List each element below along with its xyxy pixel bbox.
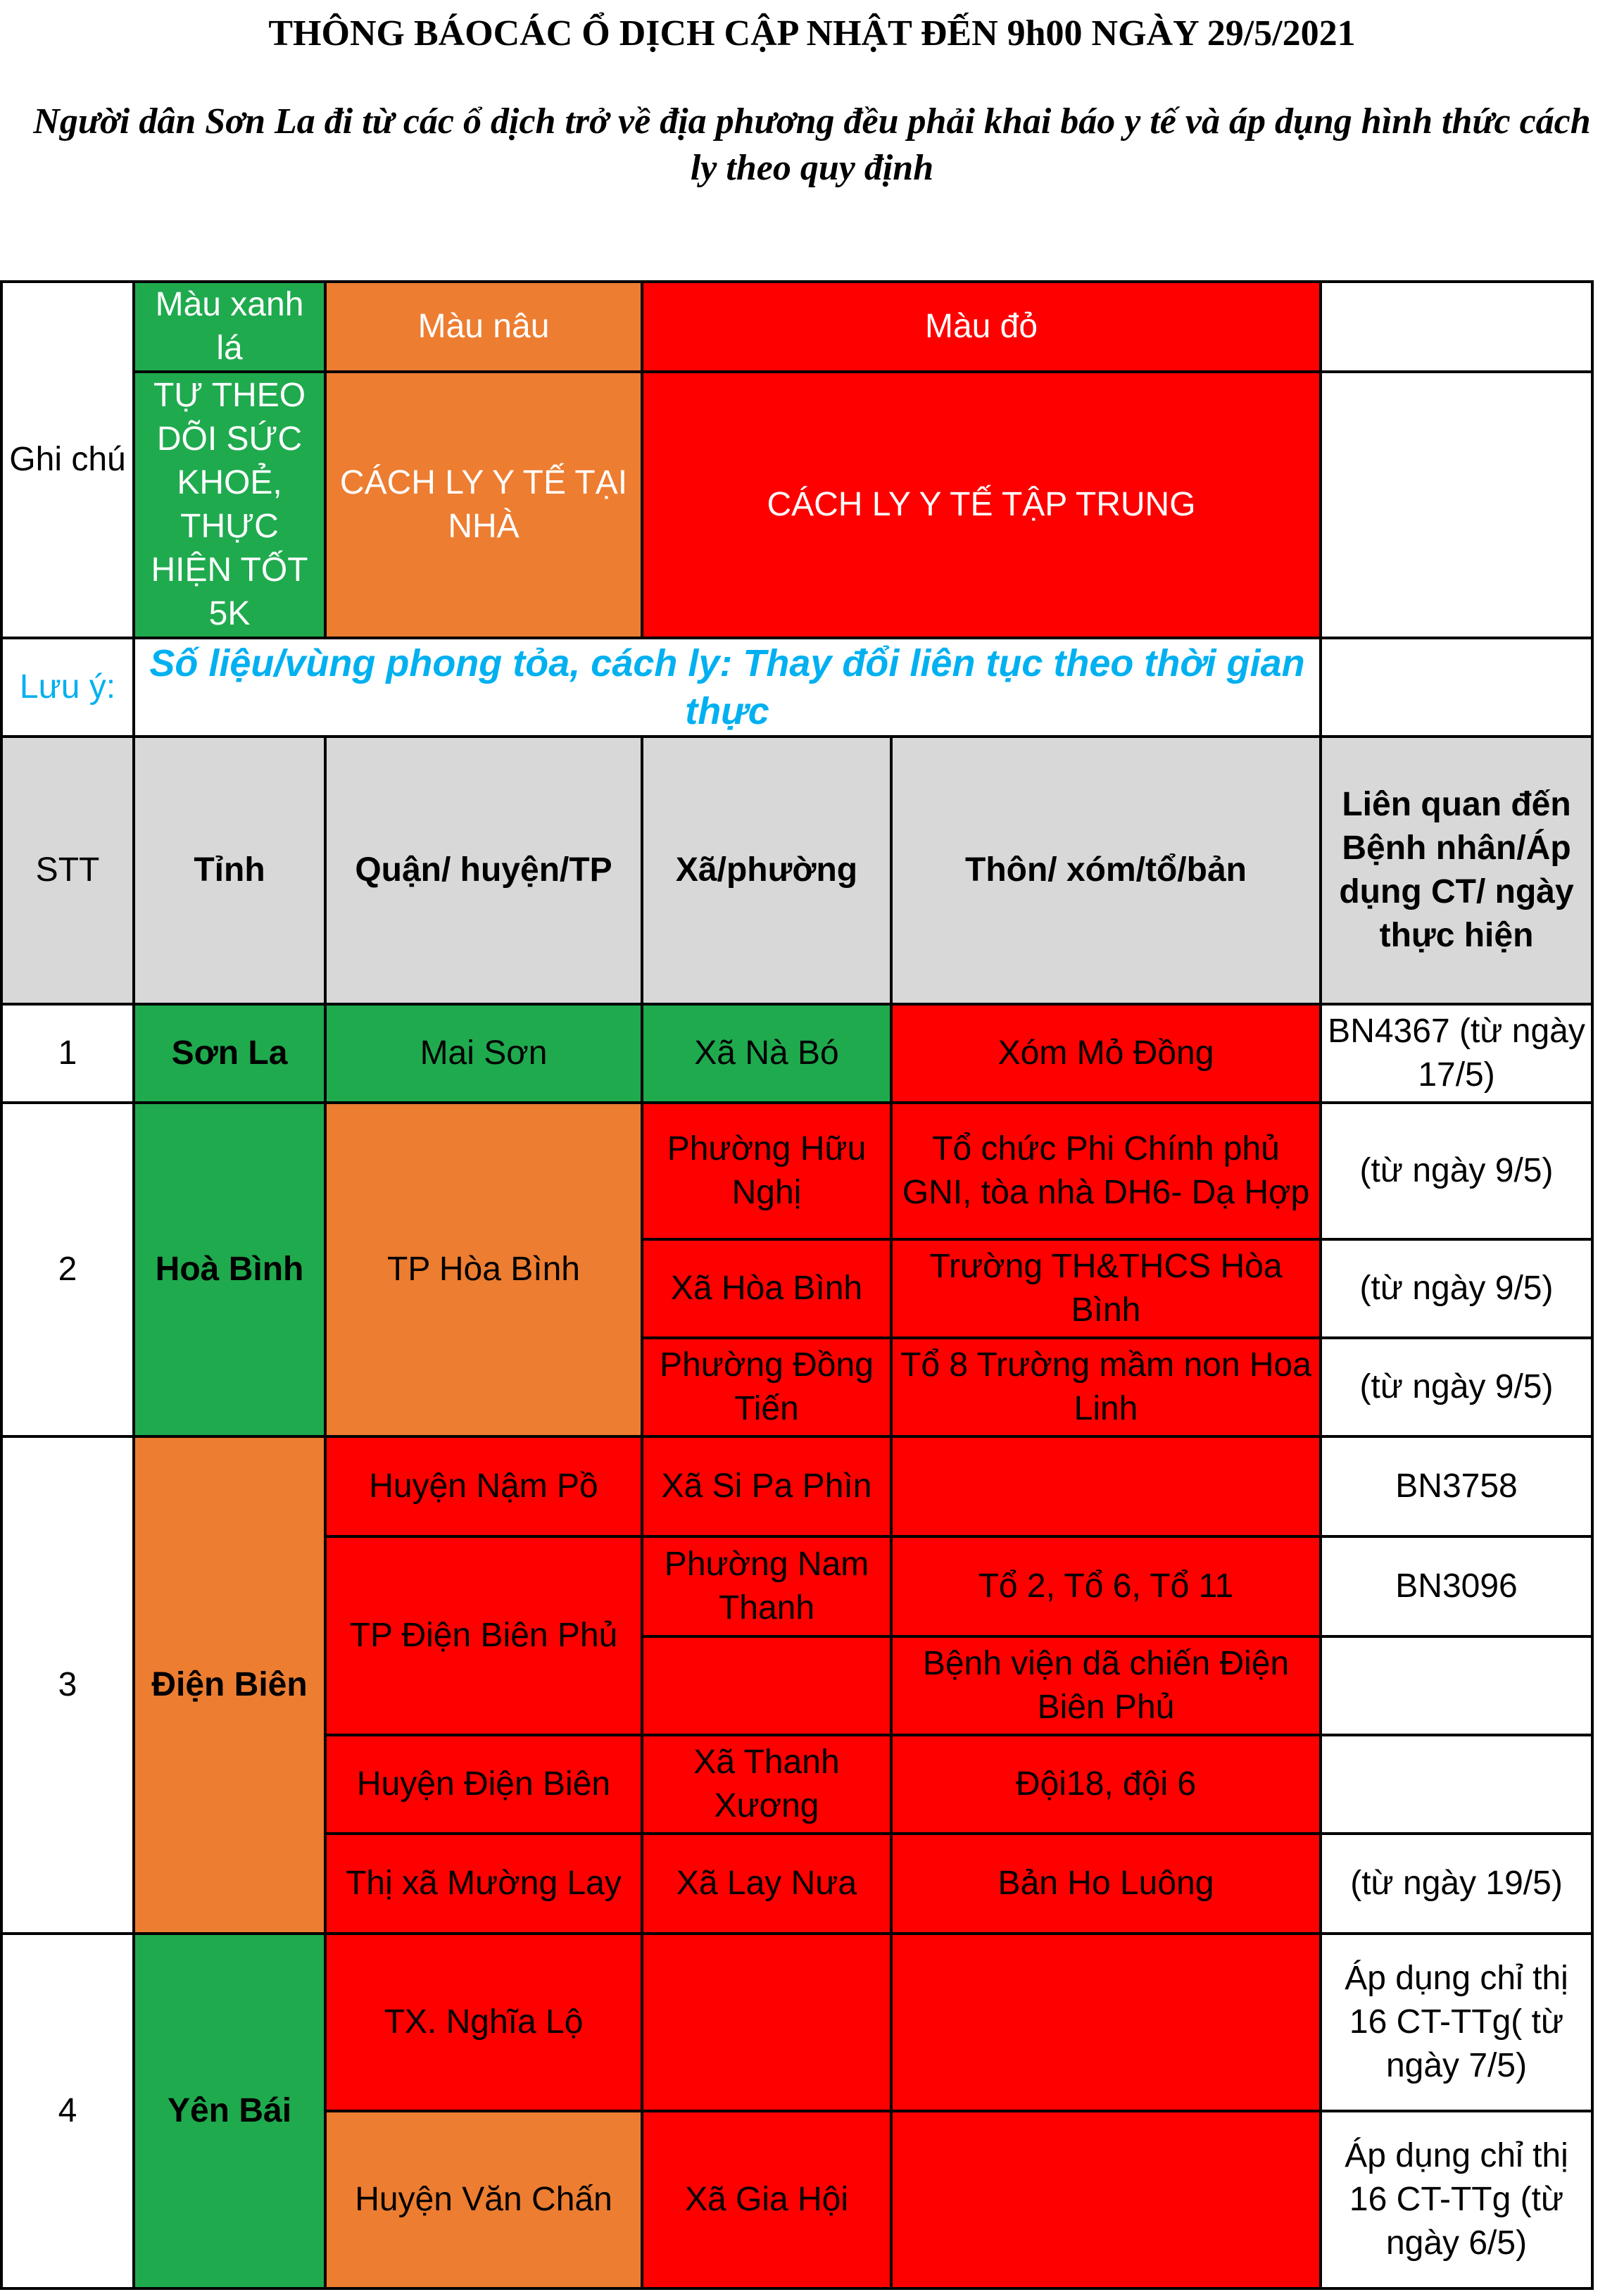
- row-district: Thị xã Mường Lay: [325, 1834, 642, 1934]
- row-district: Huyện Văn Chấn: [325, 2111, 642, 2288]
- row-village: Bản Ho Luông: [891, 1834, 1321, 1934]
- row-related: BN3758: [1321, 1436, 1592, 1536]
- row-province: Điện Biên: [134, 1436, 325, 1934]
- row-province: Yên Bái: [134, 1934, 325, 2288]
- row-village: Tổ 2, Tổ 6, Tổ 11: [891, 1536, 1321, 1636]
- row-commune: Phường Hữu Nghị: [642, 1103, 891, 1239]
- row-related: (từ ngày 9/5): [1321, 1103, 1592, 1239]
- row-related: [1321, 1636, 1592, 1735]
- legend-orange-desc: CÁCH LY Y TẾ TẠI NHÀ: [325, 372, 642, 638]
- header-commune: Xã/phường: [642, 737, 891, 1004]
- legend-label: Ghi chú: [1, 282, 134, 638]
- outbreak-table: [0, 280, 1594, 2290]
- row-commune: Xã Gia Hội: [642, 2111, 891, 2288]
- page-subtitle: Người dân Sơn La đi từ các ổ dịch trở về địa phương đều phải khai báo y tế và áp dụng hình thức cách ly theo quy định: [33, 101, 1591, 188]
- legend-empty-cell: [1321, 282, 1592, 372]
- legend-green-name: Màu xanh lá: [134, 282, 325, 372]
- row-commune: Xã Hòa Bình: [642, 1239, 891, 1338]
- header-related: Liên quan đến Bệnh nhân/Áp dụng CT/ ngày thực hiện: [1321, 737, 1592, 1004]
- row-stt: 4: [1, 1934, 134, 2288]
- row-related: (từ ngày 9/5): [1321, 1338, 1592, 1436]
- header-district: Quận/ huyện/TP: [325, 737, 642, 1004]
- row-district: Huyện Điện Biên: [325, 1735, 642, 1834]
- row-village: [891, 1934, 1321, 2111]
- row-commune: [642, 1636, 891, 1735]
- row-village: Tổ chức Phi Chính phủ GNI, tòa nhà DH6- Dạ Hợp: [891, 1103, 1321, 1239]
- row-district: Mai Sơn: [325, 1004, 642, 1103]
- table-row: [1, 1004, 1592, 1103]
- row-commune: Phường Đồng Tiến: [642, 1338, 891, 1436]
- row-commune: Xã Nà Bó: [642, 1004, 891, 1103]
- header-province: Tỉnh: [134, 737, 325, 1004]
- row-district: Huyện Nậm Pồ: [325, 1436, 642, 1536]
- legend-red-desc: CÁCH LY Y TẾ TẬP TRUNG: [642, 372, 1321, 638]
- row-related: Áp dụng chỉ thị 16 CT-TTg (từ ngày 6/5): [1321, 2111, 1592, 2288]
- row-district: TX. Nghĩa Lộ: [325, 1934, 642, 2111]
- note-text: Số liệu/vùng phong tỏa, cách ly: Thay đổi liên tục theo thời gian thực: [134, 638, 1321, 737]
- row-village: [891, 2111, 1321, 2288]
- row-commune: Xã Si Pa Phìn: [642, 1436, 891, 1536]
- row-related: (từ ngày 9/5): [1321, 1239, 1592, 1338]
- row-related: BN4367 (từ ngày 17/5): [1321, 1004, 1592, 1103]
- row-village: [891, 1436, 1321, 1536]
- legend-red-name: Màu đỏ: [642, 282, 1321, 372]
- page-title: THÔNG BÁOCÁC Ổ DỊCH CẬP NHẬT ĐẾN 9h00 NGÀY 29/5/2021: [268, 13, 1356, 54]
- row-village: Xóm Mỏ Đồng: [891, 1004, 1321, 1103]
- legend-empty-cell: [1321, 372, 1592, 638]
- row-district: TP Hòa Bình: [325, 1103, 642, 1436]
- header-stt: STT: [1, 737, 134, 1004]
- note-empty-cell: [1321, 638, 1592, 737]
- legend-orange-name: Màu nâu: [325, 282, 642, 372]
- row-village: Tổ 8 Trường mầm non Hoa Linh: [891, 1338, 1321, 1436]
- row-commune: [642, 1934, 891, 2111]
- table-row: [1, 1934, 1592, 2111]
- row-stt: 1: [1, 1004, 134, 1103]
- row-related: BN3096: [1321, 1536, 1592, 1636]
- table-row: [1, 1103, 1592, 1239]
- row-stt: 2: [1, 1103, 134, 1436]
- row-commune: Xã Lay Nưa: [642, 1834, 891, 1934]
- row-stt: 3: [1, 1436, 134, 1934]
- row-commune: Xã Thanh Xương: [642, 1735, 891, 1834]
- row-province: Sơn La: [134, 1004, 325, 1103]
- row-district: TP Điện Biên Phủ: [325, 1536, 642, 1735]
- row-village: Bệnh viện dã chiến Điện Biên Phủ: [891, 1636, 1321, 1735]
- legend-green-desc: TỰ THEO DÕI SỨC KHOẺ, THỰC HIỆN TỐT 5K: [134, 372, 325, 638]
- row-village: Đội18, đội 6: [891, 1735, 1321, 1834]
- row-province: Hoà Bình: [134, 1103, 325, 1436]
- row-related: Áp dụng chỉ thị 16 CT-TTg( từ ngày 7/5): [1321, 1934, 1592, 2111]
- row-related: (từ ngày 19/5): [1321, 1834, 1592, 1934]
- header-village: Thôn/ xóm/tổ/bản: [891, 737, 1321, 1004]
- note-label: Lưu ý:: [1, 638, 134, 737]
- row-commune: Phường Nam Thanh: [642, 1536, 891, 1636]
- row-related: [1321, 1735, 1592, 1834]
- row-village: Trường TH&THCS Hòa Bình: [891, 1239, 1321, 1338]
- table-row: [1, 1436, 1592, 1536]
